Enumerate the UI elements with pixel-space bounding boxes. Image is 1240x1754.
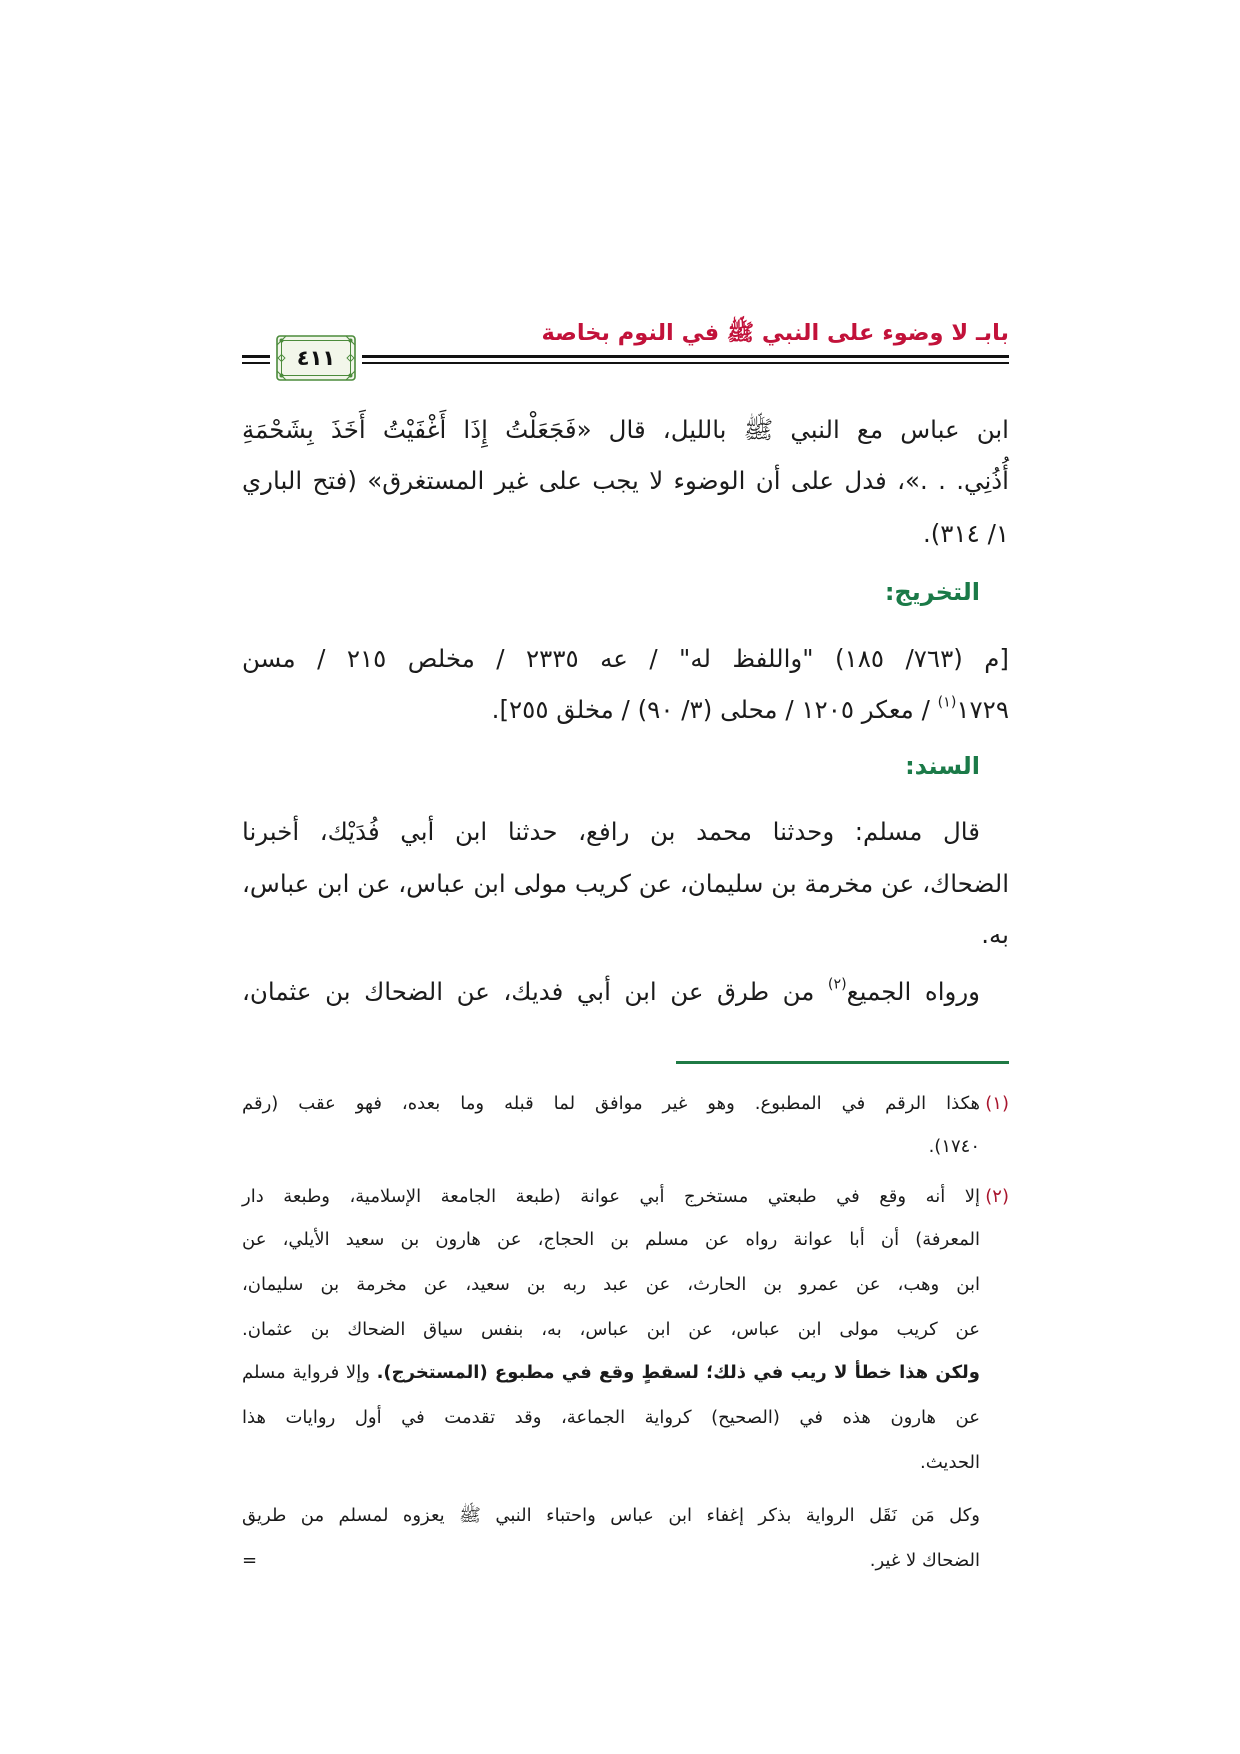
footnote-line	[242, 1539, 1009, 1583]
continuation-mark: =	[242, 1550, 258, 1571]
footnote-line: ابن وهب، عن عمرو بن الحارث، عن عبد ربه بن سعيد، عن مخرمة بن سليمان،	[242, 1274, 980, 1295]
footnote-line: المعرفة) أن أبا عوانة رواه عن مسلم بن الحجاج، عن هارون بن سعيد الأيلي، عن	[242, 1229, 980, 1250]
sanad-text: ورواه الجميع	[846, 977, 980, 1006]
footnote-bold-text: ولكن هذا خطأ لا ريب في ذلك؛ لسقطٍ وقع في مطبوع (المستخرج).	[376, 1362, 980, 1383]
section-heading-takhrij: التخريج:	[884, 578, 980, 606]
sanad-line: قال مسلم: وحدثنا محمد بن رافع، حدثنا ابن أبي فُدَيْك، أخبرنا	[242, 817, 980, 846]
sanad-line: الضحاك، عن مخرمة بن سليمان، عن كريب مولى ابن عباس، عن ابن عباس،	[242, 869, 1009, 898]
footnote-line: عن كريب مولى ابن عباس، عن ابن عباس، به، بنفس سياق الضحاك بن عثمان.	[242, 1319, 980, 1340]
footnote-ref-2[interactable]: (٢)	[827, 976, 847, 993]
footnote-number-2: (٢)	[985, 1186, 1009, 1207]
sanad-line: به.	[981, 920, 1009, 949]
footnote-text: وإلا فرواية مسلم	[242, 1362, 377, 1383]
footnote-separator	[676, 1061, 1009, 1064]
continuation-line: أُذُنِي. . .»، فدل على أن الوضوء لا يجب على غير المستغرق» (فتح الباري	[242, 466, 1009, 495]
takhrij-line	[242, 684, 1009, 736]
footnote-line: ١٧٤٠).	[928, 1136, 980, 1157]
footnote-line: عن هارون هذه في (الصحيح) كرواية الجماعة، وقد تقدمت في أول روايات هذا	[242, 1407, 980, 1428]
footnote-line	[242, 1082, 1009, 1126]
takhrij-text: ١٧٢٩	[956, 695, 1009, 724]
footnote-text: إلا أنه وقع في طبعتي مستخرج أبي عوانة (طبعة الجامعة الإسلامية، وطبعة دار	[242, 1186, 980, 1207]
takhrij-text: / معكر ١٢٠٥ / محلى (٣/ ٩٠) / مخلق ٢٥٥].	[491, 695, 938, 724]
sanad-line	[242, 966, 1009, 1018]
running-head-title: بابـ لا وضوء على النبي ﷺ في النوم بخاصة	[541, 320, 1009, 346]
section-heading-sanad: السند:	[905, 752, 980, 780]
footnote-line	[242, 1351, 1009, 1395]
takhrij-line: [م (٧٦٣/ ١٨٥) "واللفظ له" / عه ٢٣٣٥ / مخلص ٢١٥ / مسن	[242, 644, 1009, 673]
footnote-line	[242, 1175, 1009, 1219]
footnote-text: هكذا الرقم في المطبوع. وهو غير موافق لما قبله وما بعده، فهو عقب (رقم	[242, 1093, 980, 1114]
footnote-line: وكل مَن نَقَل الرواية بذكر إغفاء ابن عباس واحتباء النبي ﷺ يعزوه لمسلم من طريق	[242, 1505, 980, 1526]
footnote-line: الحديث.	[920, 1452, 980, 1473]
footnote-number-1: (١)	[985, 1093, 1009, 1114]
page-number: ٤١١	[296, 346, 336, 370]
footnote-ref-1[interactable]: (١)	[937, 694, 957, 711]
footnote-text: الضحاك لا غير.	[869, 1550, 980, 1571]
sanad-text: من طرق عن ابن أبي فديك، عن الضحاك بن عثمان،	[242, 977, 828, 1006]
continuation-line: ابن عباس مع النبي ﷺ بالليل، قال «فَجَعَلْتُ إِذَا أَغْفَيْتُ أَخَذَ بِشَحْمَةِ	[242, 415, 1009, 444]
continuation-line: ١/ ٣١٤).	[922, 519, 1009, 548]
page-number-box	[270, 335, 362, 381]
